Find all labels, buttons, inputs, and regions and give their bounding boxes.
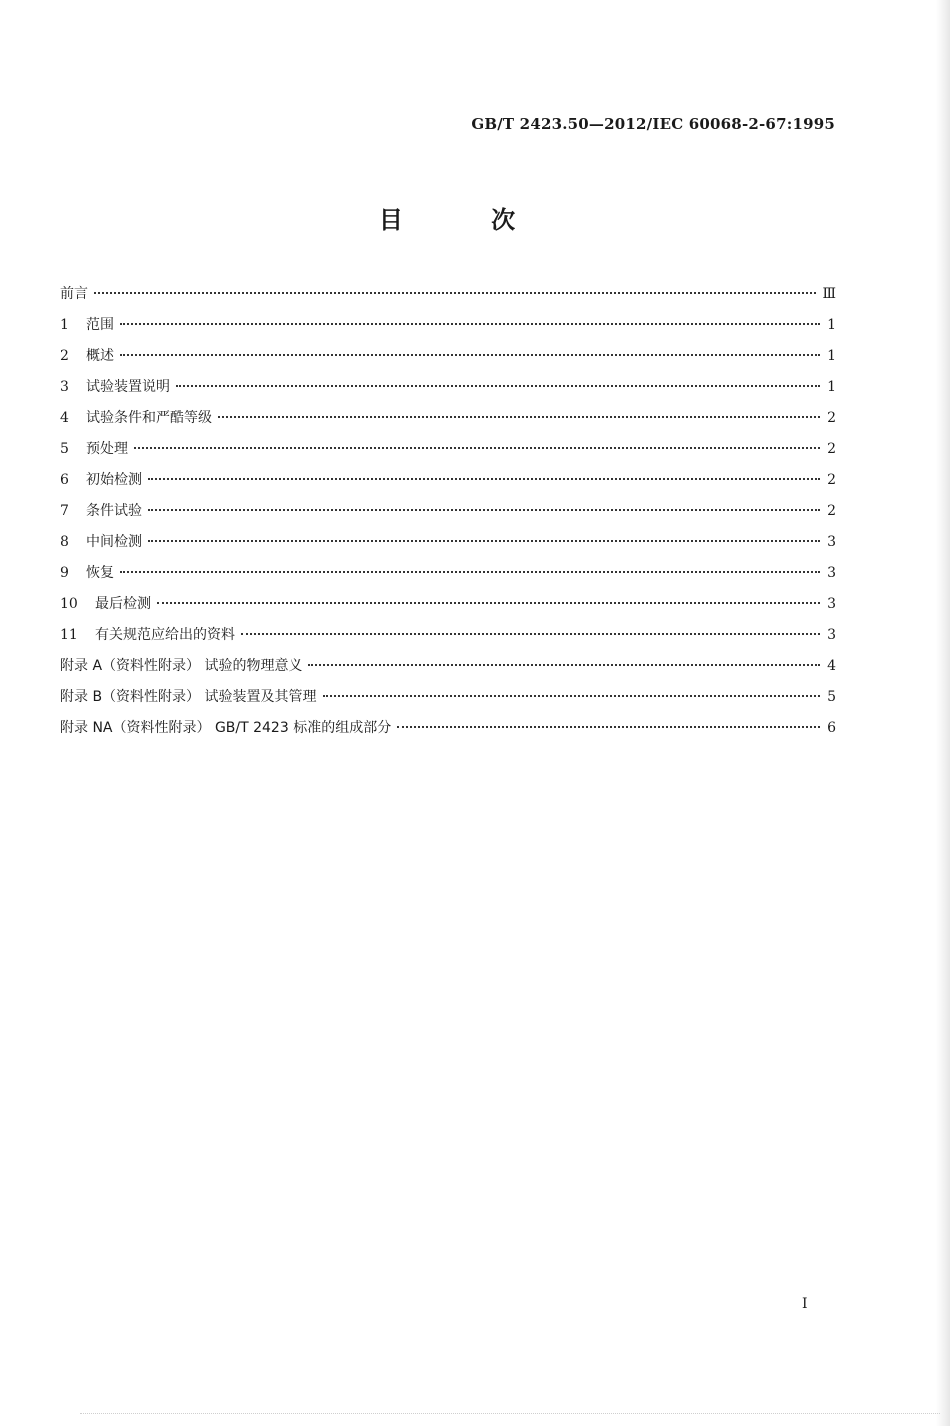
toc-entry-label: 附录 NA（资料性附录） GB/T 2423 标准的组成部分 (60, 720, 392, 736)
dot-leader (308, 664, 820, 666)
page-title: 目 次 (378, 206, 556, 234)
toc-entry-number: 7 (60, 503, 69, 519)
toc-entry-10[interactable] (60, 593, 836, 624)
toc-entry-label: 预处理 (86, 441, 128, 457)
dot-leader (397, 726, 820, 728)
dot-leader (323, 695, 820, 697)
toc-entry-annex-a[interactable] (60, 655, 836, 686)
toc-entry-page: 2 (827, 410, 836, 426)
toc-entry-number: 3 (60, 379, 69, 395)
toc-entry-label: 条件试验 (86, 503, 142, 519)
toc-entry-page: 4 (827, 658, 836, 674)
toc-entry-label: 初始检测 (86, 472, 142, 488)
toc-entry-8[interactable] (60, 531, 836, 562)
toc-entry-page: 3 (827, 534, 836, 550)
toc-entry-number: 8 (60, 534, 69, 550)
dot-leader (120, 354, 820, 356)
toc-entry-page: 5 (827, 689, 836, 705)
toc-entry-label: 最后检测 (95, 596, 151, 612)
toc-entry-number: 9 (60, 565, 69, 581)
dot-leader (120, 323, 820, 325)
toc-entry-annex-b[interactable] (60, 686, 836, 717)
toc-entry-label: 试验条件和严酷等级 (86, 410, 212, 426)
dot-leader (134, 447, 820, 449)
toc-entry-label: 附录 A（资料性附录） 试验的物理意义 (60, 658, 303, 674)
toc-entry-foreword[interactable] (60, 283, 836, 314)
dot-leader (148, 540, 820, 542)
scan-edge-shadow (936, 0, 950, 1426)
toc-entry-page: 3 (827, 627, 836, 643)
page-number: I (802, 1296, 808, 1312)
dot-leader (176, 385, 820, 387)
dot-leader (148, 478, 820, 480)
toc-entry-label: 附录 B（资料性附录） 试验装置及其管理 (60, 689, 317, 705)
toc-entry-9[interactable] (60, 562, 836, 593)
toc-entry-3[interactable] (60, 376, 836, 407)
toc-entry-page: 1 (827, 379, 836, 395)
dot-leader (218, 416, 820, 418)
toc-entry-4[interactable] (60, 407, 836, 438)
toc-entry-number: 5 (60, 441, 69, 457)
toc-entry-page: 2 (827, 503, 836, 519)
toc-entry-number: 11 (60, 627, 78, 643)
toc-entry-number: 4 (60, 410, 69, 426)
toc-entry-annex-na[interactable] (60, 717, 836, 748)
toc-entry-number: 1 (60, 317, 69, 333)
toc-entry-page: 3 (827, 596, 836, 612)
dot-leader (94, 292, 816, 294)
toc-entry-page: 2 (827, 472, 836, 488)
toc-entry-label: 概述 (86, 348, 114, 364)
toc-entry-11[interactable] (60, 624, 836, 655)
scan-edge-line (80, 1413, 940, 1414)
toc-entry-page: 2 (827, 441, 836, 457)
table-of-contents (60, 283, 836, 748)
toc-entry-number: 10 (60, 596, 78, 612)
toc-entry-7[interactable] (60, 500, 836, 531)
standard-code: GB/T 2423.50—2012/IEC 60068-2-67:1995 (471, 115, 835, 133)
toc-entry-label: 有关规范应给出的资料 (95, 627, 235, 643)
dot-leader (157, 602, 820, 604)
toc-entry-1[interactable] (60, 314, 836, 345)
toc-entry-6[interactable] (60, 469, 836, 500)
toc-entry-2[interactable] (60, 345, 836, 376)
toc-entry-page: Ⅲ (822, 286, 836, 302)
toc-entry-label: 试验装置说明 (86, 379, 170, 395)
toc-entry-number: 2 (60, 348, 69, 364)
toc-entry-page: 1 (827, 348, 836, 364)
toc-entry-5[interactable] (60, 438, 836, 469)
toc-entry-label: 范围 (86, 317, 114, 333)
toc-entry-label: 中间检测 (86, 534, 142, 550)
dot-leader (120, 571, 820, 573)
toc-entry-label: 前言 (60, 286, 88, 302)
toc-entry-page: 6 (827, 720, 836, 736)
toc-entry-number: 6 (60, 472, 69, 488)
toc-entry-page: 1 (827, 317, 836, 333)
dot-leader (241, 633, 820, 635)
toc-entry-page: 3 (827, 565, 836, 581)
dot-leader (148, 509, 820, 511)
toc-entry-label: 恢复 (86, 565, 114, 581)
